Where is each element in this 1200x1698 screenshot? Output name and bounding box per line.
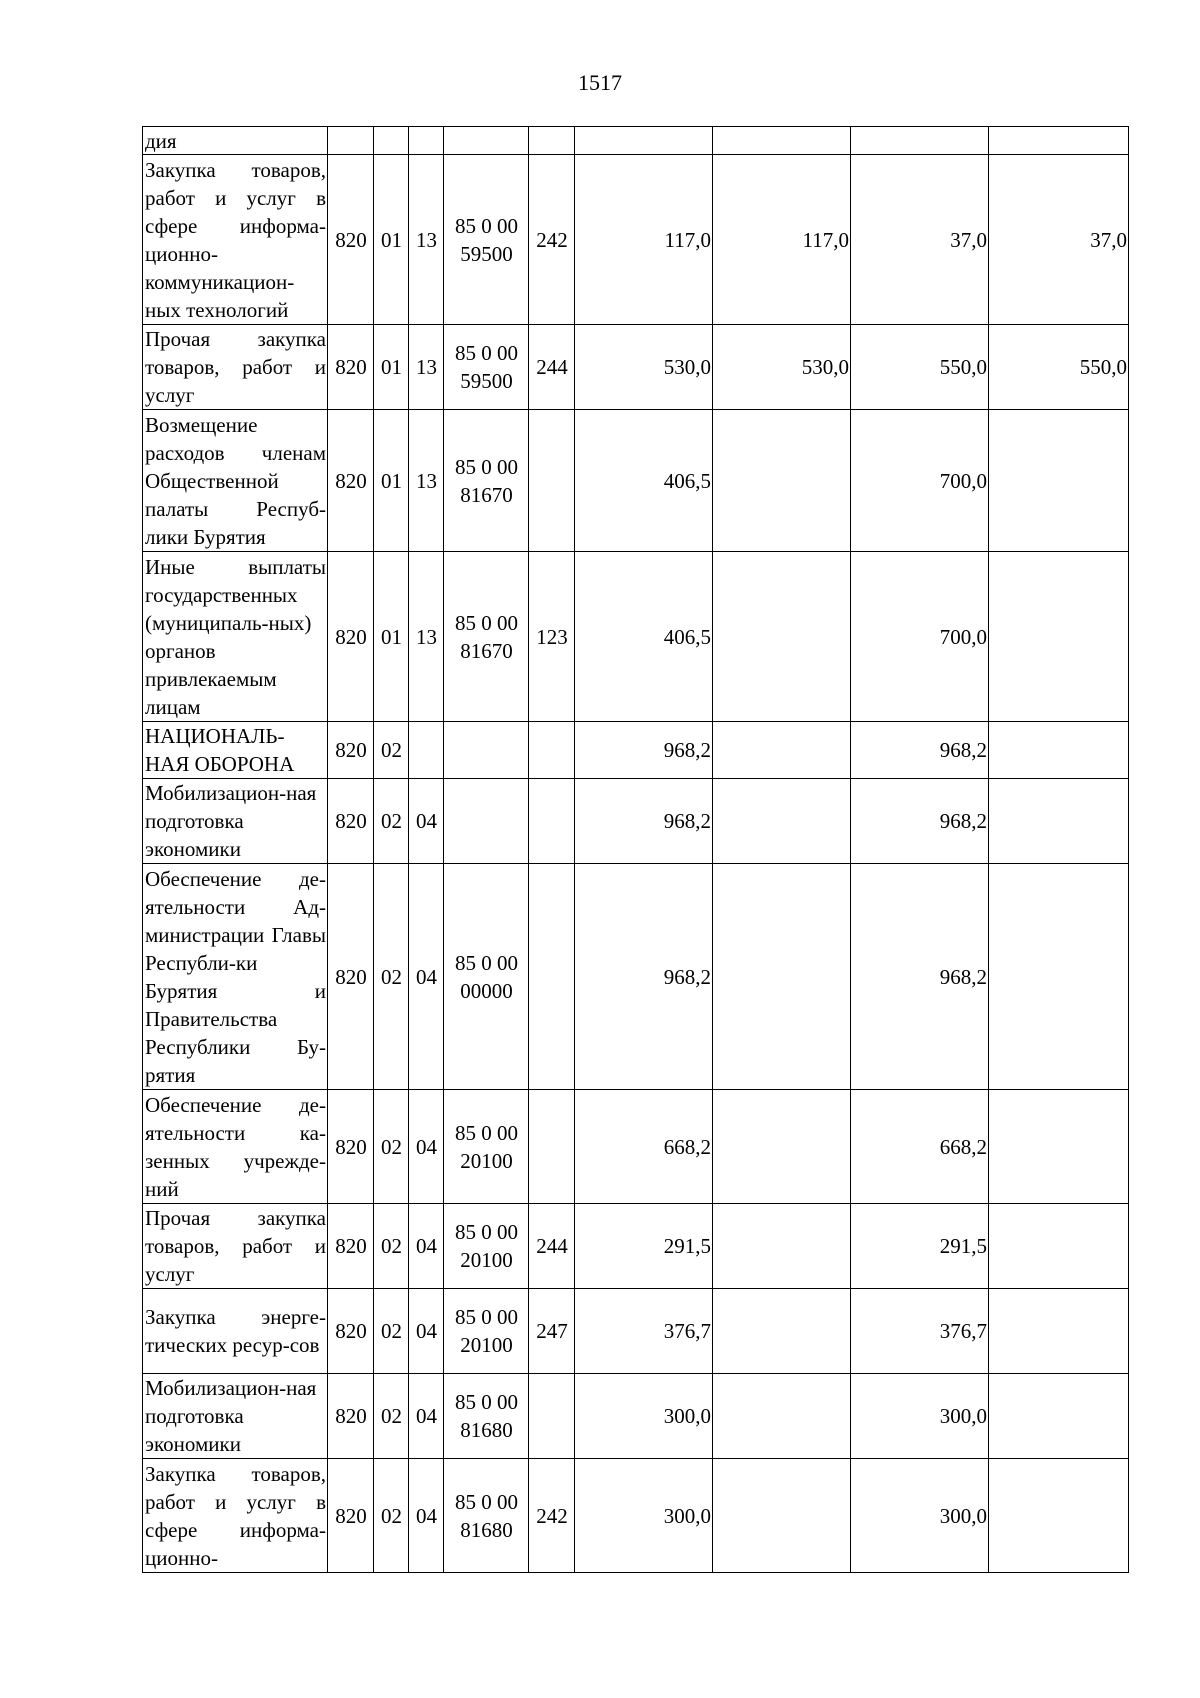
- sum-1: 968,2: [575, 722, 713, 779]
- rz-code: 02: [374, 1374, 409, 1459]
- sum-2: 530,0: [713, 325, 851, 410]
- vr-code: [529, 1090, 575, 1204]
- csr-code: 85 0 00 81670: [444, 410, 529, 552]
- sum-4: [989, 127, 1129, 155]
- sum-1: 300,0: [575, 1459, 713, 1573]
- sum-1: [575, 127, 713, 155]
- sum-1: 968,2: [575, 779, 713, 864]
- csr-code: [444, 127, 529, 155]
- sum-1: 406,5: [575, 410, 713, 552]
- rz-code: 02: [374, 722, 409, 779]
- table-row: [143, 325, 1129, 410]
- sum-1: 300,0: [575, 1374, 713, 1459]
- rz-code: 02: [374, 864, 409, 1090]
- grbs-code: [328, 127, 374, 155]
- grbs-code: 820: [328, 864, 374, 1090]
- row-name: Закупка товаров, работ и услуг в сфере информа-ционно-: [143, 1459, 328, 1573]
- row-name: Закупка энерге-тических ресур-сов: [143, 1289, 328, 1374]
- table-row: [143, 1090, 1129, 1204]
- csr-code: 85 0 00 81680: [444, 1459, 529, 1573]
- grbs-code: 820: [328, 325, 374, 410]
- table-row: [143, 127, 1129, 155]
- sum-4: [989, 1374, 1129, 1459]
- sum-2: [713, 722, 851, 779]
- sum-4: 37,0: [989, 155, 1129, 325]
- sum-3: 968,2: [851, 864, 989, 1090]
- sum-4: 550,0: [989, 325, 1129, 410]
- table-row: [143, 722, 1129, 779]
- pr-code: 04: [409, 779, 444, 864]
- sum-1: 968,2: [575, 864, 713, 1090]
- sum-4: [989, 1204, 1129, 1289]
- pr-code: 13: [409, 552, 444, 722]
- row-name: Закупка товаров, работ и услуг в сфере информа-ционно-коммуникацион-ных технологий: [143, 155, 328, 325]
- budget-table: [142, 126, 1129, 1573]
- sum-3: 550,0: [851, 325, 989, 410]
- row-name: Прочая закупка товаров, работ и услуг: [143, 325, 328, 410]
- table-row: [143, 552, 1129, 722]
- sum-2: [713, 1459, 851, 1573]
- sum-2: [713, 864, 851, 1090]
- sum-3: 376,7: [851, 1289, 989, 1374]
- pr-code: 04: [409, 1289, 444, 1374]
- vr-code: [529, 1374, 575, 1459]
- sum-2: [713, 1374, 851, 1459]
- sum-3: 300,0: [851, 1459, 989, 1573]
- vr-code: 242: [529, 1459, 575, 1573]
- sum-2: 117,0: [713, 155, 851, 325]
- csr-code: 85 0 00 20100: [444, 1289, 529, 1374]
- csr-code: 85 0 00 59500: [444, 155, 529, 325]
- rz-code: 02: [374, 1459, 409, 1573]
- vr-code: [529, 779, 575, 864]
- csr-code: [444, 722, 529, 779]
- sum-3: 968,2: [851, 779, 989, 864]
- grbs-code: 820: [328, 1289, 374, 1374]
- row-name: Обеспечение де-ятельности ка-зенных учрежде-ний: [143, 1090, 328, 1204]
- vr-code: 247: [529, 1289, 575, 1374]
- vr-code: [529, 864, 575, 1090]
- sum-3: 291,5: [851, 1204, 989, 1289]
- sum-2: [713, 1090, 851, 1204]
- rz-code: 01: [374, 325, 409, 410]
- pr-code: [409, 722, 444, 779]
- grbs-code: 820: [328, 155, 374, 325]
- rz-code: 02: [374, 1204, 409, 1289]
- sum-4: [989, 722, 1129, 779]
- grbs-code: 820: [328, 1204, 374, 1289]
- row-name: Обеспечение де-ятельности Ад-министрации Главы Республи-ки Бурятия и Правительства Республики Бу-рятия: [143, 864, 328, 1090]
- table-row: [143, 779, 1129, 864]
- table-row: [143, 1204, 1129, 1289]
- sum-3: 700,0: [851, 410, 989, 552]
- row-name: Возмещение расходов членам Общественной палаты Респуб-лики Бурятия: [143, 410, 328, 552]
- vr-code: 242: [529, 155, 575, 325]
- grbs-code: 820: [328, 1374, 374, 1459]
- pr-code: 04: [409, 864, 444, 1090]
- rz-code: 02: [374, 1289, 409, 1374]
- grbs-code: 820: [328, 779, 374, 864]
- pr-code: 04: [409, 1459, 444, 1573]
- table-row: [143, 864, 1129, 1090]
- sum-3: 300,0: [851, 1374, 989, 1459]
- table-row: [143, 155, 1129, 325]
- vr-code: [529, 127, 575, 155]
- row-name: Мобилизацион-ная подготовка экономики: [143, 1374, 328, 1459]
- table-row: [143, 1289, 1129, 1374]
- sum-1: 117,0: [575, 155, 713, 325]
- sum-1: 376,7: [575, 1289, 713, 1374]
- vr-code: 244: [529, 1204, 575, 1289]
- sum-4: [989, 779, 1129, 864]
- sum-3: [851, 127, 989, 155]
- sum-4: [989, 1459, 1129, 1573]
- sum-1: 291,5: [575, 1204, 713, 1289]
- grbs-code: 820: [328, 410, 374, 552]
- sum-2: [713, 410, 851, 552]
- vr-code: [529, 410, 575, 552]
- page-number: 1517: [578, 70, 622, 95]
- sum-2: [713, 127, 851, 155]
- table-row: [143, 410, 1129, 552]
- pr-code: 04: [409, 1374, 444, 1459]
- csr-code: 85 0 00 20100: [444, 1204, 529, 1289]
- table-row: [143, 1459, 1129, 1573]
- sum-4: [989, 864, 1129, 1090]
- pr-code: 04: [409, 1090, 444, 1204]
- rz-code: [374, 127, 409, 155]
- row-name: НАЦИОНАЛЬ-НАЯ ОБОРОНА: [143, 722, 328, 779]
- sum-3: 700,0: [851, 552, 989, 722]
- rz-code: 01: [374, 552, 409, 722]
- row-name: Мобилизацион-ная подготовка экономики: [143, 779, 328, 864]
- pr-code: 13: [409, 410, 444, 552]
- sum-4: [989, 410, 1129, 552]
- rz-code: 01: [374, 155, 409, 325]
- grbs-code: 820: [328, 1090, 374, 1204]
- sum-3: 668,2: [851, 1090, 989, 1204]
- sum-4: [989, 1090, 1129, 1204]
- vr-code: 123: [529, 552, 575, 722]
- pr-code: [409, 127, 444, 155]
- pr-code: 13: [409, 155, 444, 325]
- sum-4: [989, 552, 1129, 722]
- csr-code: [444, 779, 529, 864]
- row-name: дия: [143, 127, 328, 155]
- rz-code: 02: [374, 1090, 409, 1204]
- rz-code: 02: [374, 779, 409, 864]
- sum-1: 406,5: [575, 552, 713, 722]
- sum-2: [713, 779, 851, 864]
- grbs-code: 820: [328, 722, 374, 779]
- vr-code: [529, 722, 575, 779]
- vr-code: 244: [529, 325, 575, 410]
- sum-2: [713, 1289, 851, 1374]
- sum-4: [989, 1289, 1129, 1374]
- csr-code: 85 0 00 81670: [444, 552, 529, 722]
- sum-1: 668,2: [575, 1090, 713, 1204]
- csr-code: 85 0 00 00000: [444, 864, 529, 1090]
- csr-code: 85 0 00 59500: [444, 325, 529, 410]
- sum-2: [713, 552, 851, 722]
- sum-3: 37,0: [851, 155, 989, 325]
- row-name: Иные выплаты государственных (муниципаль-ных) органов привлекаемым лицам: [143, 552, 328, 722]
- sum-2: [713, 1204, 851, 1289]
- grbs-code: 820: [328, 1459, 374, 1573]
- table-row: [143, 1374, 1129, 1459]
- sum-1: 530,0: [575, 325, 713, 410]
- sum-3: 968,2: [851, 722, 989, 779]
- pr-code: 13: [409, 325, 444, 410]
- row-name: Прочая закупка товаров, работ и услуг: [143, 1204, 328, 1289]
- csr-code: 85 0 00 81680: [444, 1374, 529, 1459]
- rz-code: 01: [374, 410, 409, 552]
- pr-code: 04: [409, 1204, 444, 1289]
- csr-code: 85 0 00 20100: [444, 1090, 529, 1204]
- grbs-code: 820: [328, 552, 374, 722]
